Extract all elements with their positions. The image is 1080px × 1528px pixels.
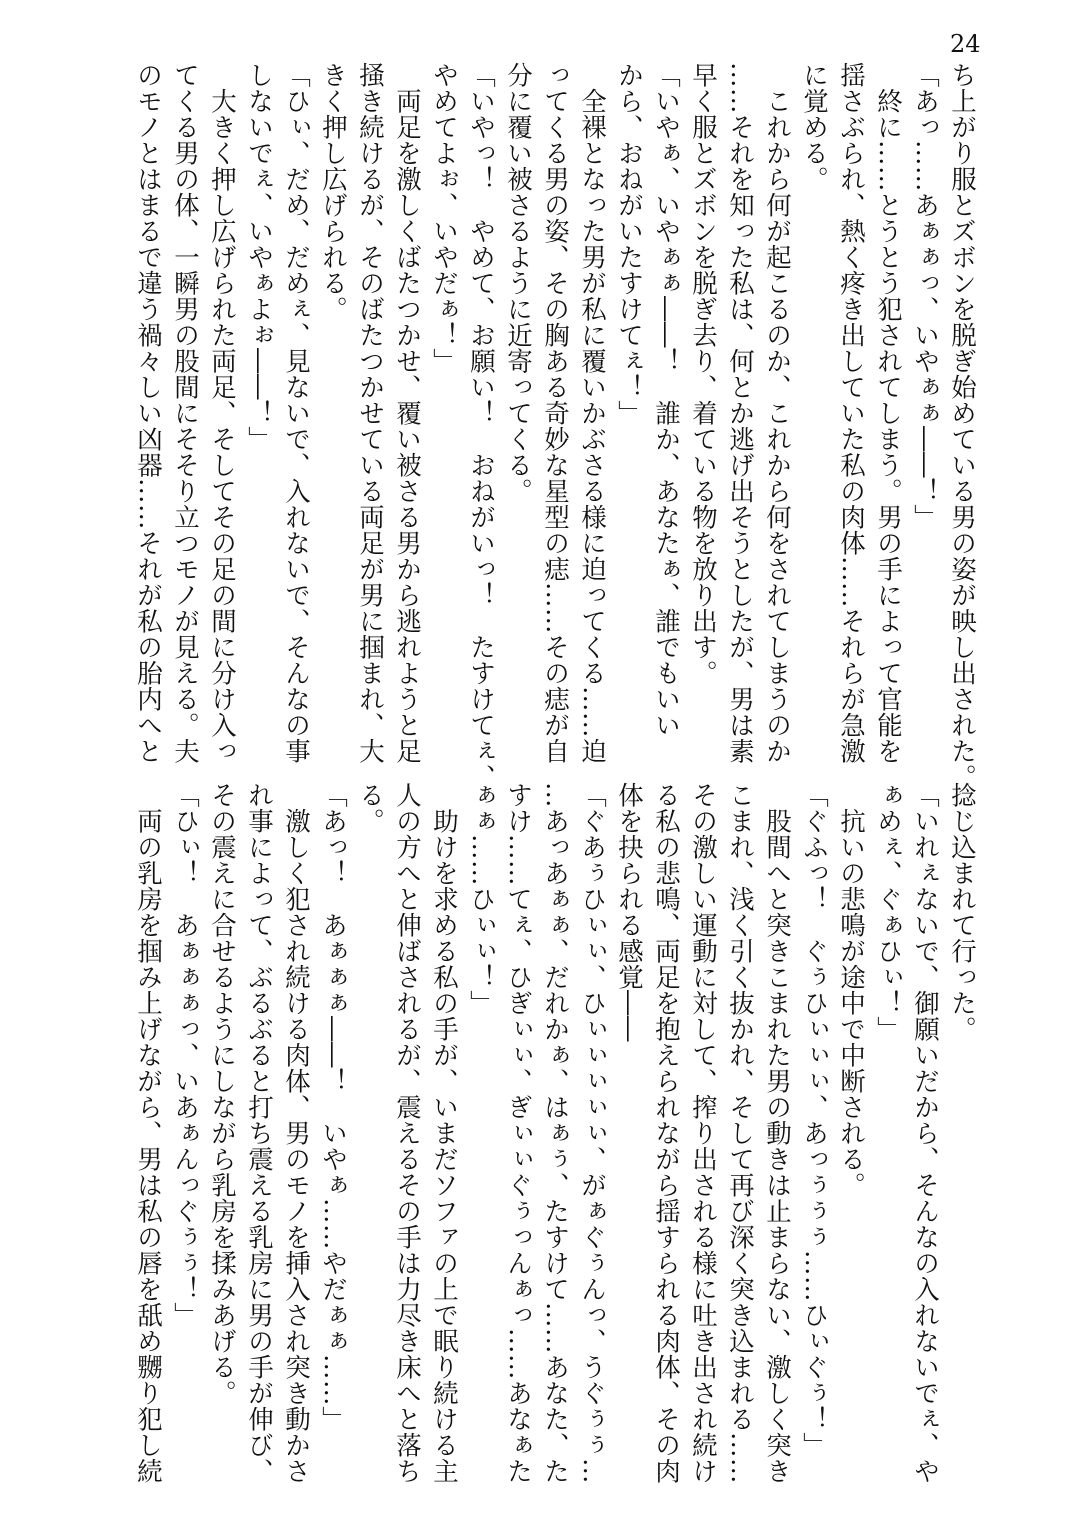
text-line: 「いれぇないで、御願いだから、そんなの入れないでぇ、や [910,782,940,1484]
text-line: 「ぐふっ！ ぐぅひぃぃぃ、あっぅぅぅ……ひぃぐぅ！」 [799,782,829,1458]
text-line: 両足を激しくばたつかせ、覆い被さる男から逃れようと足 [392,62,422,764]
text-line: 人の方へと伸ばされるが、震えるその手は力尽き床へと落ち [392,782,422,1484]
text-line: から、おねがいたすけてぇ！」 [614,62,644,426]
text-line: 掻き続けるが、そのばたつかせている両足が男に掴まれ、大 [355,62,385,764]
text-line: やめてよぉ、いやだぁ！」 [429,62,459,374]
text-line: 早く服とズボンを脱ぎ去り、着ている物を放り出す。 [688,62,718,686]
text-line: 体を抉られる感覚―― [614,782,644,1042]
text-line: 全裸となった男が私に覆いかぶさる様に迫ってくる……迫 [577,62,607,764]
text-line: ぁぁ……ひぃぃ！」 [466,782,496,1016]
text-line: 「あっ！ あぁぁぁ――！ いやぁ……やだぁぁ……」 [318,782,348,1432]
text-line: てくる男の体、一瞬男の股間にそそり立つモノが見える。夫 [170,62,200,764]
text-line: しないでぇ、いやぁよぉ――！」 [244,62,274,452]
text-block-bottom [100,782,980,1502]
text-line: きく押し広げられる。 [318,62,348,322]
text-line: こまれ、浅く引く抜かれ、そして再び深く突き込まれる…… [725,782,755,1484]
text-line: 揺さぶられ、熱く疼き出していた私の肉体……それらが急激 [836,62,866,764]
text-line: ぁめぇ、ぐぁひぃ！」 [873,782,903,1042]
text-line: 「ひぃ、だめ、だめぇ、見ないで、入れないで、そんなの事 [281,62,311,764]
text-line: その激しい運動に対して、搾り出される様に吐き出され続け [688,782,718,1484]
text-line: 抗いの悲鳴が途中で中断される。 [836,782,866,1198]
text-line: 分に覆い被さるように近寄ってくる。 [503,62,533,504]
text-block-top [100,62,980,790]
text-line: 「あっ……あぁぁっ、いやぁぁ――！」 [910,62,940,530]
text-line: 助けを求める私の手が、いまだソファの上で眠り続ける主 [429,782,459,1484]
text-line: 「いやっ！ やめて、お願い！ おねがいっ！ たすけてぇ、 [466,62,496,790]
text-line: …あっあぁぁ、だれかぁ、はぁぅ、たすけて……あなた、た [540,782,570,1484]
text-line: ……それを知った私は、何とか逃げ出そうとしたが、男は素 [725,62,755,764]
text-line: 股間へと突きこまれた男の動きは止まらない、激しく突き [762,782,792,1484]
text-line: れ事によって、ぶるぶると打ち震える乳房に男の手が伸び、 [244,782,274,1484]
text-line: これから何が起こるのか、これから何をされてしまうのか [762,62,792,764]
text-line: その震えに合せるようにしながら乳房を揉みあげる。 [207,782,237,1406]
text-line: 「ぐあぅひぃぃ、ひぃぃぃぃぃ、がぁぐぅんっ、うぐぅぅ… [577,782,607,1484]
text-line: ち上がり服とズボンを脱ぎ始めている男の姿が映し出された。 [947,62,977,790]
text-line: のモノとはまるで違う禍々しい凶器……それが私の胎内へと [133,62,163,764]
text-line: 激しく犯され続ける肉体、男のモノを挿入され突き動かさ [281,782,311,1484]
text-line: 両の乳房を掴み上げながら、男は私の唇を舐め嬲り犯し続 [133,782,163,1484]
text-line: 「いやぁ、いやぁぁ――！ 誰か、あなたぁ、誰でもいい [651,62,681,738]
text-line: ってくる男の姿、その胸ある奇妙な星型の痣……その痣が自 [540,62,570,764]
text-line: る。 [355,782,385,834]
text-line: に覚める。 [799,62,829,192]
text-line: る私の悲鳴、両足を抱えられながら揺すられる肉体、その肉 [651,782,681,1484]
text-line: すけ……てぇ、ひぎぃぃ、ぎぃぃぐぅっんぁっ……あなぁた [503,782,533,1484]
text-line: 大きく押し広げられた両足、そしてその足の間に分け入っ [207,62,237,764]
text-line: 終に……とうとう犯されてしまう。男の手によって官能を [873,62,903,764]
text-line: 「ひぃ！ あぁぁぁっ、いあぁんっぐぅぅ！」 [170,782,200,1328]
text-line: 捻じ込まれて行った。 [947,782,977,1042]
page-number: 24 [950,30,981,58]
